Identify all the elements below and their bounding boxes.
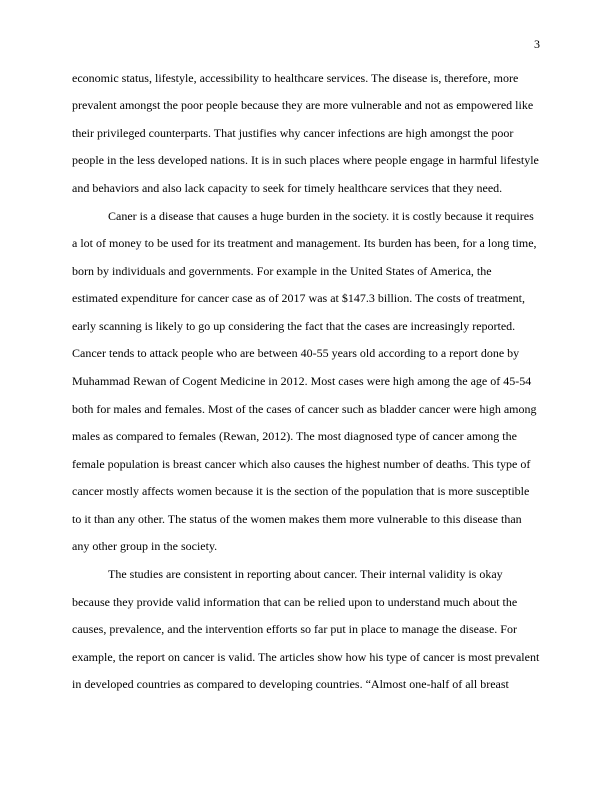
text-line: The studies are consistent in reporting about cancer. Their internal validity is okay [108,567,503,581]
text-line: to it than any other. The status of the women makes them more vulnerable to this disease than [72,512,522,526]
text-line: cancer mostly affects women because it is the section of the population that is more susceptible [72,484,530,498]
text-line: born by individuals and governments. For example in the United States of America, the [72,264,492,278]
text-line: example, the report on cancer is valid. The articles show how his type of cancer is most prevalent [72,650,540,664]
text-line: both for males and females. Most of the cases of cancer such as bladder cancer were high among [72,402,537,416]
page-number: 3 [534,37,540,51]
text-line: and behaviors and also lack capacity to seek for timely healthcare services that they need. [72,181,503,195]
text-line: males as compared to females (Rewan, 2012). The most diagnosed type of cancer among the [72,429,517,443]
text-line: estimated expenditure for cancer case as of 2017 was at $147.3 billion. The costs of treatment, [72,291,525,305]
text-line: in developed countries as compared to developing countries. “Almost one-half of all breast [72,677,509,691]
text-line: causes, prevalence, and the intervention efforts so far put in place to manage the disease. For [72,622,517,636]
text-line: early scanning is likely to go up considering the fact that the cases are increasingly reported. [72,319,516,333]
text-line: Muhammad Rewan of Cogent Medicine in 2012. Most cases were high among the age of 45-54 [72,374,532,388]
text-line: because they provide valid information that can be relied upon to understand much about the [72,595,518,609]
text-line: any other group in the society. [72,539,218,553]
text-line: a lot of money to be used for its treatment and management. Its burden has been, for a long time, [72,236,537,250]
text-line: economic status, lifestyle, accessibility to healthcare services. The disease is, therefore, more [72,71,519,85]
text-line: Caner is a disease that causes a huge burden in the society. it is costly because it requires [108,209,534,223]
text-line: prevalent amongst the poor people because they are more vulnerable and not as empowered like [72,98,534,112]
text-line: people in the less developed nations. It is in such places where people engage in harmful lifestyle [72,153,539,167]
text-line: Cancer tends to attack people who are between 40-55 years old according to a report done by [72,346,520,360]
text-line: their privileged counterparts. That justifies why cancer infections are high amongst the poor [72,126,514,140]
text-line: female population is breast cancer which also causes the highest number of deaths. This type of [72,457,531,471]
